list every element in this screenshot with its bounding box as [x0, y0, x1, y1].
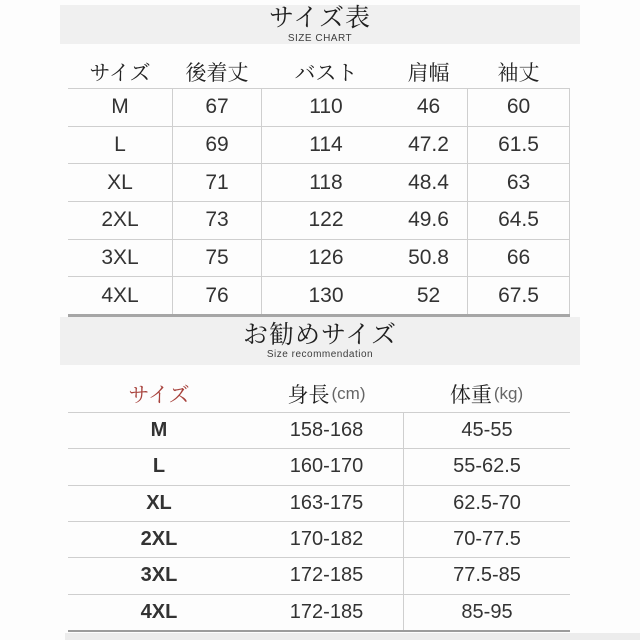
header-unit: (cm) [331, 383, 366, 403]
size-cell: XL [146, 491, 172, 514]
next-section-edge [65, 633, 640, 640]
value-cell: 46 [416, 95, 441, 119]
height-cell: 170-182 [289, 528, 364, 551]
height-cell: 172-185 [289, 600, 364, 623]
size-cell: XL [107, 170, 133, 194]
height-cell: 158-168 [289, 419, 364, 442]
table-row [68, 239, 570, 277]
table-row [68, 276, 570, 317]
value-cell: 61.5 [467, 127, 570, 164]
value-cell: 114 [309, 133, 343, 157]
value-cell: 71 [172, 164, 262, 201]
value-cell: 73 [172, 202, 262, 239]
size-cell: 3XL [101, 246, 139, 270]
weight-cell: 55-62.5 [403, 449, 570, 484]
value-cell: 122 [308, 208, 344, 232]
size-cell: 4XL [101, 283, 139, 307]
size-cell: 4XL [140, 600, 178, 623]
recommendation-table [68, 375, 570, 632]
column-header-back-length: 後着丈 [185, 61, 249, 85]
column-header-shoulder-width: 肩幅 [407, 61, 450, 85]
table-row [68, 448, 570, 484]
value-cell: 48.4 [408, 170, 449, 194]
weight-cell: 77.5-85 [403, 558, 570, 593]
value-cell: 67 [172, 89, 262, 126]
value-cell: 47.2 [408, 133, 449, 157]
value-cell: 60 [467, 89, 570, 126]
value-cell: 67.5 [467, 277, 570, 314]
table-row [68, 88, 570, 126]
size-chart-header-row [68, 55, 570, 88]
size-cell: 3XL [140, 564, 178, 587]
size-cell: L [114, 133, 126, 157]
height-cell: 172-185 [289, 564, 364, 587]
value-cell: 130 [308, 283, 344, 307]
value-cell: 63 [467, 164, 570, 201]
header-unit: (kg) [493, 383, 524, 403]
height-cell: 163-175 [289, 491, 364, 514]
column-header-size [68, 375, 250, 412]
header-label: サイズ [128, 383, 190, 407]
value-cell: 75 [172, 240, 262, 277]
size-chart-title: サイズ表 [268, 4, 371, 33]
size-cell: 2XL [101, 208, 139, 232]
value-cell: 52 [416, 283, 441, 307]
recommendation-subtitle: Size recommendation [266, 349, 374, 361]
weight-cell: 70-77.5 [403, 522, 570, 557]
value-cell: 49.6 [408, 208, 449, 232]
table-row [68, 201, 570, 239]
table-row [68, 163, 570, 201]
size-chart-title-band [60, 5, 580, 44]
size-cell: M [150, 419, 168, 442]
column-header-sleeve-length: 袖丈 [497, 61, 540, 85]
table-row [68, 485, 570, 521]
recommendation-title: お勧めサイズ [242, 320, 397, 349]
value-cell: 69 [172, 127, 262, 164]
weight-cell: 62.5-70 [403, 486, 570, 521]
table-row [68, 557, 570, 593]
size-chart-subtitle: SIZE CHART [287, 32, 353, 44]
weight-cell: 45-55 [403, 413, 570, 448]
table-row [68, 521, 570, 557]
size-chart-table [68, 55, 570, 317]
value-cell: 64.5 [467, 202, 570, 239]
value-cell: 126 [308, 246, 344, 270]
recommendation-header-row [68, 375, 570, 412]
value-cell: 50.8 [408, 246, 449, 270]
column-header-size: サイズ [89, 61, 151, 85]
table-row [68, 412, 570, 448]
recommendation-title-band [60, 317, 580, 365]
header-label: 身長 [287, 383, 330, 407]
value-cell: 66 [467, 240, 570, 277]
table-row [68, 126, 570, 164]
column-header-bust: バスト [294, 61, 358, 85]
size-cell: L [152, 455, 166, 478]
height-cell: 160-170 [289, 455, 364, 478]
size-cell: M [111, 95, 129, 119]
column-header-height [250, 375, 403, 412]
value-cell: 110 [309, 95, 343, 119]
table-row [68, 594, 570, 632]
header-label: 体重 [449, 383, 492, 407]
size-cell: 2XL [140, 528, 178, 551]
column-header-weight [403, 375, 570, 412]
weight-cell: 85-95 [403, 595, 570, 630]
value-cell: 76 [172, 277, 262, 314]
value-cell: 118 [309, 170, 343, 194]
